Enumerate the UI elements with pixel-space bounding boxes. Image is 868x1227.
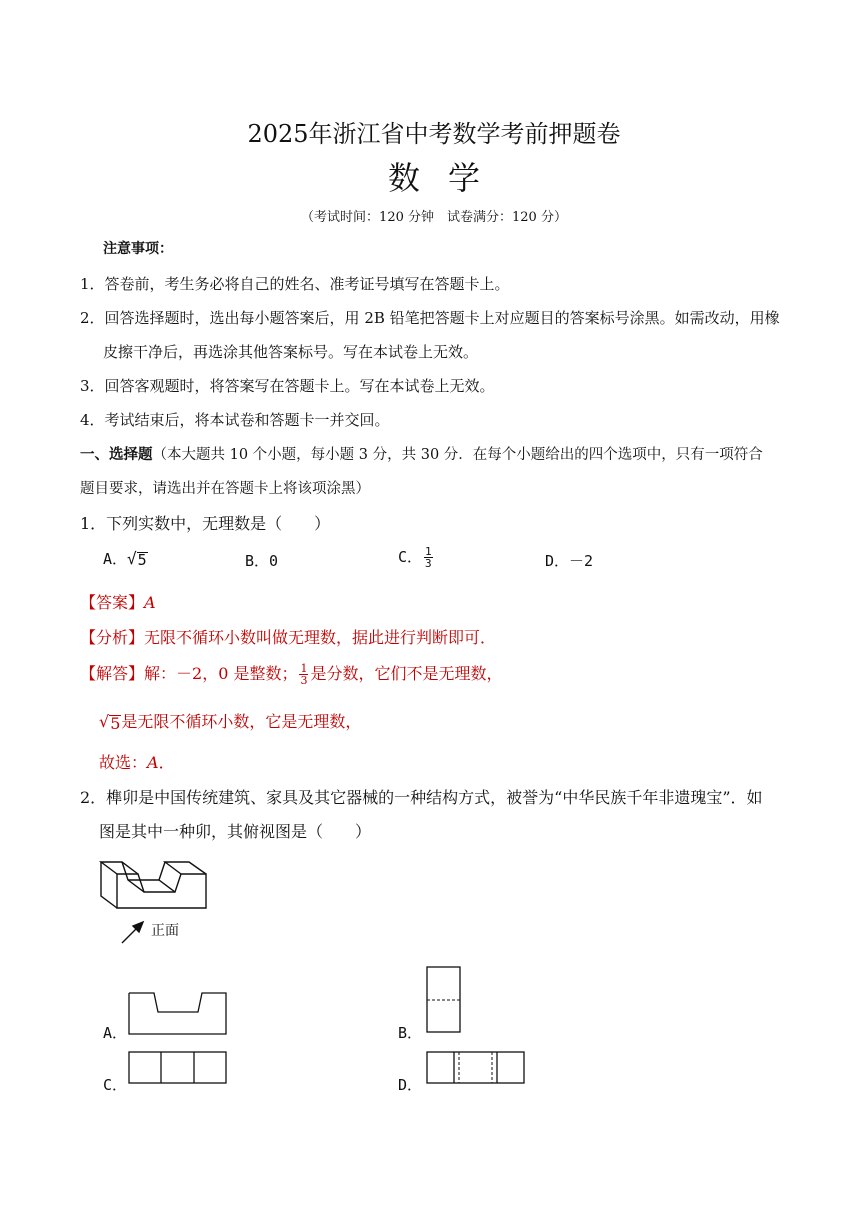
q2-option-d-figure bbox=[425, 1050, 527, 1086]
q1-option-b: B．0 bbox=[245, 552, 279, 570]
front-view-label: 正面 bbox=[151, 923, 179, 939]
q1-option-a: A． √ 5 bbox=[103, 549, 147, 569]
subject-title: 数学 bbox=[387, 159, 508, 197]
q2-option-c-label: C． bbox=[103, 1076, 128, 1094]
notice-item-2-cont: 皮擦干净后，再选涂其他答案标号。写在本试卷上无效。 bbox=[103, 343, 479, 361]
notice-item-1: 1．答卷前，考生务必将自己的姓名、准考证号填写在答题卡上。 bbox=[80, 275, 510, 293]
notice-heading: 注意事项： bbox=[103, 241, 173, 257]
q1-option-c: C． $\frac{1}{3}$ bbox=[398, 545, 432, 570]
q2-stem-line1: 2．榫卯是中国传统建筑、家具及其它器械的一种结构方式，被誉为“中华民族千年非遗瑰宝”．如 bbox=[80, 788, 763, 807]
q1-answer: 【答案】A bbox=[80, 593, 156, 612]
fraction: $\frac{1}{3}$ bbox=[425, 545, 432, 570]
q1-stem: 1．下列实数中，无理数是（ ） bbox=[80, 514, 331, 533]
q2-stem-line2: 图是其中一种卯，其俯视图是（ ） bbox=[99, 822, 372, 841]
q1-solution: 【解答】解：－2，0 是整数； $\frac{1}{3}$ 是分数，它们不是无理数， bbox=[80, 662, 503, 687]
sqrt-symbol: √ 5 bbox=[99, 712, 121, 733]
notice-item-3: 3．回答客观题时，将答案写在答题卡上。写在本试卷上无效。 bbox=[80, 377, 495, 395]
q2-option-b-figure bbox=[425, 965, 463, 1035]
q1-conclusion: 故选：A． bbox=[99, 753, 175, 772]
q2-option-d-label: D． bbox=[398, 1076, 423, 1094]
q2-option-a-label: A． bbox=[103, 1024, 128, 1042]
q2-option-b-label: B． bbox=[398, 1024, 423, 1042]
fraction: $\frac{1}{3}$ bbox=[300, 662, 308, 687]
q2-option-a-figure bbox=[127, 990, 229, 1036]
sqrt-symbol: √ 5 bbox=[127, 549, 147, 569]
section-1-desc: （本大题共 10 个小题，每小题 3 分，共 30 分．在每个小题给出的四个选项中，只有一项符合 bbox=[152, 447, 763, 463]
q2-option-c-figure bbox=[127, 1050, 229, 1086]
section-1-header bbox=[80, 443, 763, 464]
section-1-desc-cont: 题目要求，请选出并在答题卡上将该项涂黑） bbox=[80, 481, 370, 497]
exam-meta: （考试时间：120 分钟 试卷满分：120 分） bbox=[301, 210, 567, 225]
q1-analysis: 【分析】无限不循环小数叫做无理数，据此进行判断即可． bbox=[80, 628, 497, 647]
notice-item-4: 4．考试结束后，将本试卷和答题卡一并交回。 bbox=[80, 411, 390, 429]
notice-item-2: 2．回答选择题时，选出每小题答案后，用 2B 铅笔把答题卡上对应题目的答案标号涂黑。如需改动，用橡 bbox=[80, 309, 780, 327]
section-1-label: 一、选择题 bbox=[80, 446, 153, 463]
exam-title: 2025年浙江省中考数学考前押题卷 bbox=[247, 120, 621, 148]
q1-solution-line2: √ 5 是无限不循环小数，它是无理数， bbox=[99, 712, 362, 733]
q1-option-d: D．－2 bbox=[545, 552, 594, 570]
